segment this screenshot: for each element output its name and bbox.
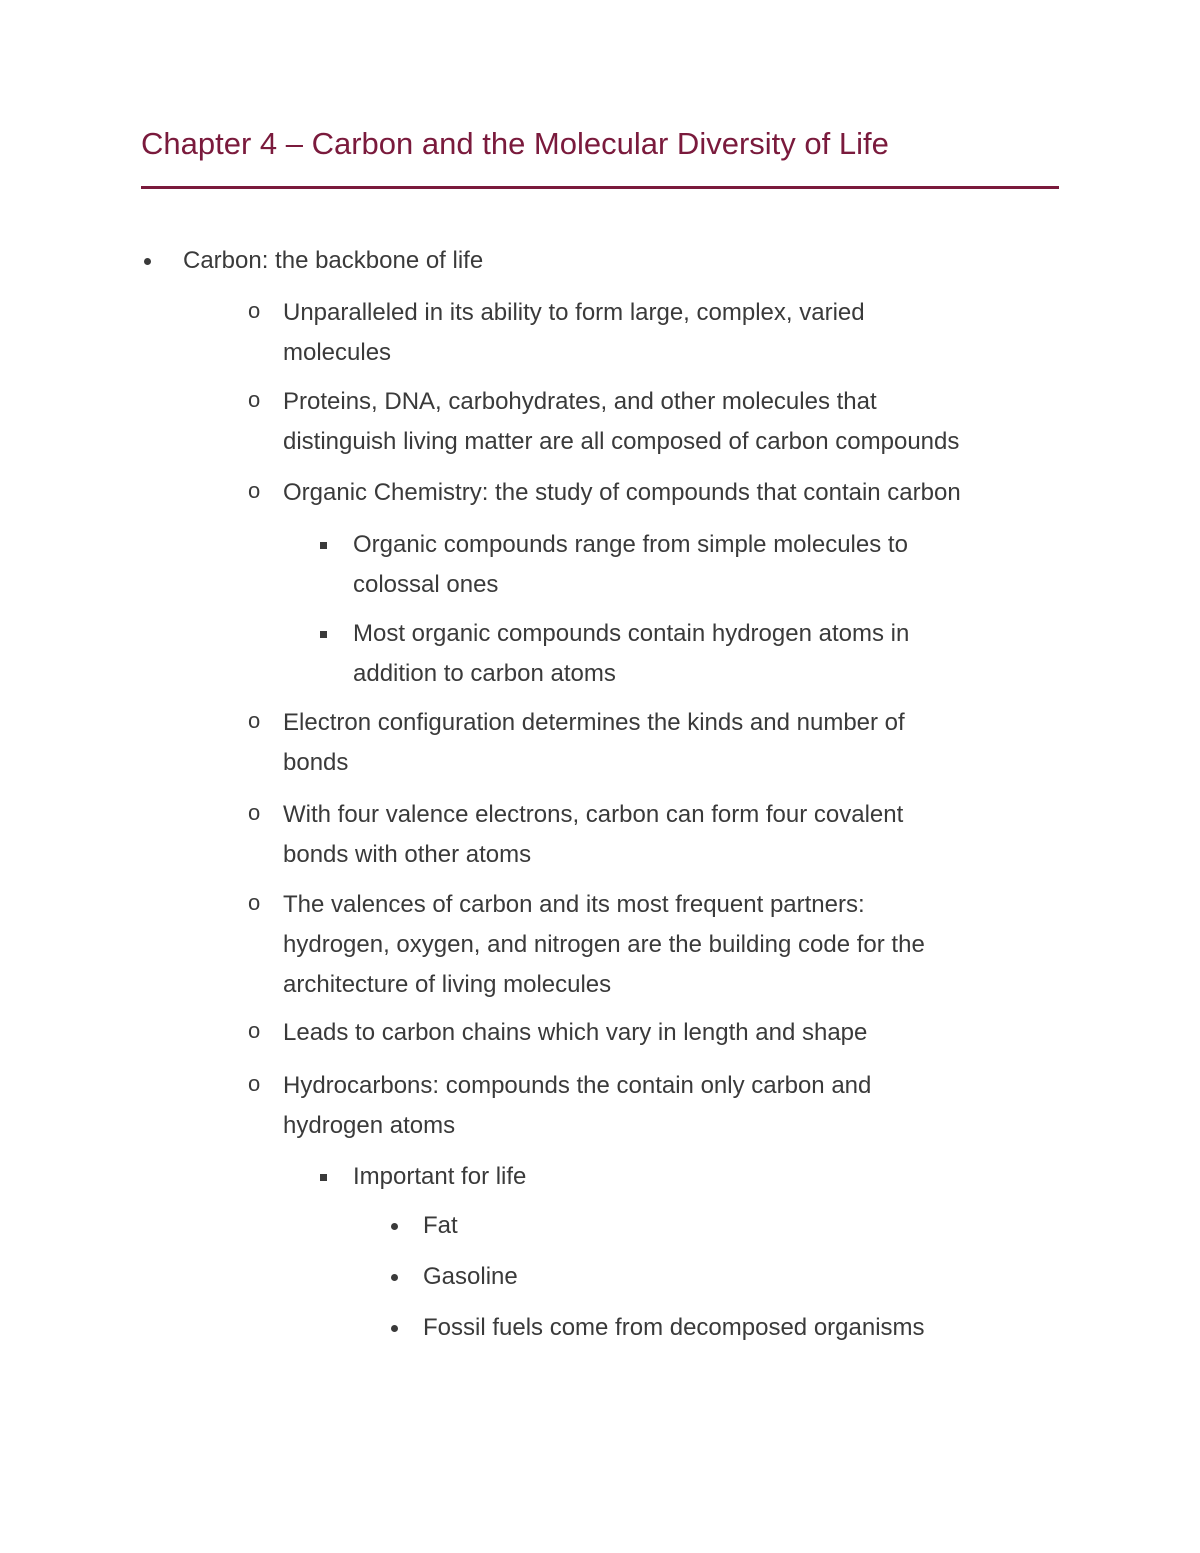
circle-bullet-icon: o [248,1071,261,1096]
bullet-icon [391,1223,398,1230]
list-item-text: Unparalleled in its ability to form large, complex, varied [283,299,865,326]
list-item-text: Fossil fuels come from decomposed organisms [423,1314,925,1341]
square-bullet-icon [320,542,327,549]
list-item-text: hydrogen atoms [283,1112,456,1139]
list-item-text: hydrogen, oxygen, and nitrogen are the building code for the [283,931,925,958]
list-item-text: Leads to carbon chains which vary in length and shape [283,1019,868,1046]
list-item-text: Organic Chemistry: the study of compounds that contain carbon [283,479,961,506]
bullet-icon [391,1325,398,1332]
list-item-text: colossal ones [353,571,499,598]
list-item-text: The valences of carbon and its most frequent partners: [283,891,865,918]
list-item-text: Important for life [353,1163,527,1190]
circle-bullet-icon: o [248,1018,261,1043]
list-item-text: bonds [283,749,349,776]
list-item-text: Most organic compounds contain hydrogen atoms in [353,620,910,647]
list-item-text: distinguish living matter are all composed of carbon compounds [283,428,960,455]
circle-bullet-icon: o [248,800,261,825]
circle-bullet-icon: o [248,708,261,733]
list-item-text: Carbon: the backbone of life [183,247,484,274]
list-item-text: Gasoline [423,1263,518,1290]
list-item-text: Fat [423,1212,458,1239]
list-item-text: bonds with other atoms [283,841,532,868]
square-bullet-icon [320,1174,327,1181]
list-item-text: Hydrocarbons: compounds the contain only carbon and [283,1072,872,1099]
square-bullet-icon [320,631,327,638]
circle-bullet-icon: o [248,890,261,915]
title-divider [141,186,1059,189]
list-item-text: molecules [283,339,392,366]
list-item-text: architecture of living molecules [283,971,612,998]
list-item-text: Proteins, DNA, carbohydrates, and other molecules that [283,388,877,415]
bullet-icon [391,1274,398,1281]
circle-bullet-icon: o [248,387,261,412]
list-item-text: addition to carbon atoms [353,660,616,687]
list-item-text: Electron configuration determines the kinds and number of [283,709,905,736]
circle-bullet-icon: o [248,298,261,323]
list-item-text: Organic compounds range from simple molecules to [353,531,908,558]
circle-bullet-icon: o [248,478,261,503]
bullet-icon [144,258,151,265]
list-item-text: With four valence electrons, carbon can form four covalent [283,801,904,828]
page-title: Chapter 4 – Carbon and the Molecular Diversity of Life [141,126,889,161]
